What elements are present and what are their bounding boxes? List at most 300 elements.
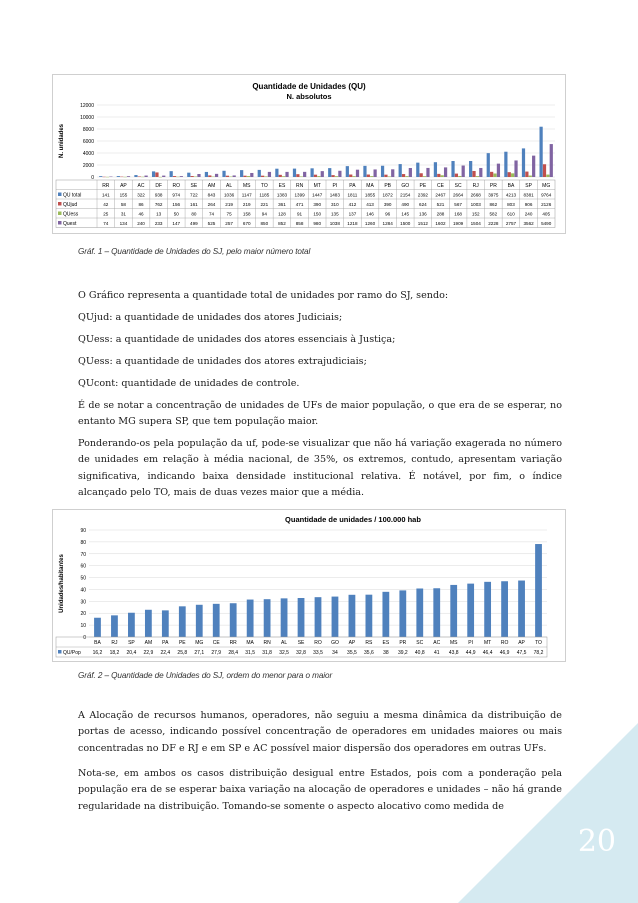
chart1-ylabel: N. unidades [59, 123, 65, 159]
chart1-table-value: 288 [436, 211, 445, 217]
chart1-category-label: MG [542, 183, 551, 189]
chart1-bar-quest [215, 174, 218, 177]
chart1-legend-label: QUjud [63, 202, 78, 208]
chart1-bar-quest [409, 168, 412, 177]
paragraph-6: É de se notar a concentração de unidades de UFs de maior população, o que era de se esperar, no entanto MG supera SP, que tem população maior. [78, 400, 562, 428]
chart2-value-label: 22,9 [143, 650, 154, 656]
chart1-table-value: 582 [489, 211, 498, 217]
chart1-bar-quest [285, 172, 288, 177]
chart1-table-value: 146 [366, 211, 374, 217]
chart1-category-label: AC [137, 183, 145, 189]
chart1-table-value: 3975 [488, 192, 499, 198]
chart2-ytick: 70 [80, 551, 86, 558]
chart1-category-label: RJ [472, 183, 479, 189]
chart1-category-label: ES [278, 183, 286, 189]
chart1-category-label: RN [295, 183, 304, 189]
chart2-bar [332, 597, 339, 637]
chart1-bar-qu-total [134, 175, 137, 177]
chart2-legend-label: QU/Pop [63, 650, 81, 656]
chart1-table-value: 2664 [452, 192, 464, 198]
chart1-ytick: 10000 [80, 115, 94, 121]
chart1-bar-quess [511, 173, 514, 177]
chart1-category-label: PB [384, 183, 391, 189]
chart2-ytick: 80 [80, 539, 86, 546]
chart2-bar [298, 598, 305, 637]
chart1-bar-qu-total [187, 173, 190, 177]
chart1-bar-quess [423, 176, 426, 177]
chart2-bar [467, 584, 474, 637]
chart1-table-value: 4213 [505, 192, 517, 198]
chart1-table-value: 670 [242, 221, 251, 226]
chart1-bar-qu-total [487, 153, 490, 177]
chart2-value-label: 33,5 [313, 650, 323, 656]
paragraph-9: Nota-se, em ambos os casos distribuição desigual entre Estados, pois com a ponderação pela população era de se esperar baixa variação na alocação de operadores e unidades – não há grande regularidade na distribuição. Tomando-se somente o aspecto alocativo como medida de [78, 768, 562, 812]
chart2-category-label: MS [449, 640, 458, 646]
chart1-bar-qu-total [346, 166, 349, 177]
chart1-table-value: 80 [191, 211, 197, 217]
chart2-ytick: 0 [83, 635, 86, 641]
chart2-bar [382, 592, 389, 637]
chart2-bar [230, 603, 237, 637]
chart1-table-value: 137 [348, 211, 357, 217]
chart1-table-value: 31 [120, 211, 126, 217]
chart1-bar-qujud [508, 172, 511, 177]
chart1-table-value: 2668 [470, 192, 481, 198]
chart1-table-value: 42 [103, 202, 109, 207]
chart1-bar-qu-total [434, 162, 437, 177]
chart2-category-label: GO [331, 640, 339, 646]
chart1-ytick: 4000 [82, 151, 94, 157]
chart1-bar-quess [317, 176, 320, 177]
chart1-table-value: 624 [419, 202, 427, 207]
chart1-bar-quess [476, 176, 479, 177]
chart1-bar-qujud [437, 174, 440, 177]
paragraph-8: A Alocação de recursos humanos, operadores, não seguiu a mesma dinâmica da distribuição de portas de acesso, indicando possível concentração de operadores em unidades maiores ou mais concentradas no DF e RJ e em SP e AC possível maior dispersão dos operadores em outras UFs. [78, 710, 562, 754]
chart1-table-value: 156 [172, 202, 181, 207]
chart1-category-label: AL [226, 183, 233, 189]
chart1-category-label: PE [419, 183, 427, 189]
chart1-bar-quest [338, 171, 341, 177]
paragraph-7: Ponderando-os pela população da uf, pode-se visualizar que não há variação exagerada no número de unidades em relação à média nacional, de 35%, os extremos, contudo, apresentam variação significativa, indicando baixa densidade institucional relativa. É notável, por fim, o índice alcançado pelo TO, mais de duas vezes maior que a média. [78, 438, 562, 498]
chart1-table-value: 168 [454, 211, 462, 217]
caption-graf1: Gráf. 1 – Quantidade de Unidades do SJ, pelo maior número total [78, 247, 311, 256]
chart1-table-value: 413 [366, 202, 374, 207]
chart2-ytick: 40 [80, 587, 86, 594]
chart1-category-label: GO [401, 183, 410, 189]
chart1-table-value: 1260 [364, 221, 376, 226]
chart1-bar-qu-total [310, 168, 313, 177]
chart1-bar-qujud [155, 172, 158, 177]
chart2-bar [416, 588, 423, 637]
chart1-table-value: 74 [208, 211, 215, 217]
chart2-category-label: BA [94, 640, 101, 646]
chart2-value-label: 34 [332, 650, 338, 656]
chart2-bar [196, 605, 203, 637]
chart1-bar-qu-total [522, 148, 525, 177]
chart-quantidade-unidades [52, 74, 566, 234]
chart1-table-value: 499 [190, 221, 198, 226]
chart1-table-value: 91 [297, 211, 303, 217]
chart1-legend-label: QU total [63, 192, 82, 199]
chart1-ytick: 2000 [82, 163, 94, 169]
chart1-table-value: 135 [330, 211, 339, 217]
chart1-bar-qujud [243, 176, 246, 177]
chart1-table-value: 25 [103, 211, 109, 217]
chart1-table-value: 219 [242, 202, 251, 207]
chart1-table-value: 155 [119, 192, 128, 198]
chart1-category-label: BA [507, 183, 515, 189]
chart1-bar-quest [127, 176, 130, 177]
chart1-table-value: 13 [156, 211, 162, 217]
chart2-value-label: 38 [383, 650, 389, 656]
chart1-table-value: 938 [154, 192, 163, 198]
chart1-table-value: 145 [401, 211, 410, 217]
chart1-table-value: 762 [154, 202, 163, 207]
chart2-category-label: MT [484, 640, 492, 646]
chart1-table-value: 240 [137, 221, 145, 226]
chart1-table-value: 722 [190, 192, 198, 198]
chart1-table-value: 86 [138, 202, 144, 207]
chart2-bar [264, 599, 271, 637]
chart2-title: Quantidade de unidades / 100.000 hab [285, 515, 421, 524]
chart2-value-label: 25,8 [177, 650, 188, 656]
chart1-table-value: 862 [489, 202, 498, 207]
chart2-value-label: 27,1 [194, 650, 205, 656]
chart2-ytick: 50 [80, 575, 86, 582]
chart1-bar-quess [493, 174, 496, 177]
chart1-bar-quess [300, 176, 303, 177]
chart1-table-value: 128 [278, 211, 286, 217]
chart1-bar-qu-total [328, 168, 331, 177]
chart2-value-label: 28,4 [228, 650, 239, 656]
chart1-bar-quess [441, 175, 444, 177]
chart1-bar-quest [550, 144, 553, 177]
chart2-category-label: AP [518, 640, 525, 646]
chart1-bar-qujud [332, 175, 335, 177]
chart1-bar-qujud [490, 172, 493, 177]
chart1-bar-qujud [402, 174, 405, 177]
chart1-bar-quest [162, 176, 165, 177]
chart2-value-label: 18,2 [109, 650, 120, 656]
chart1-bar-quest [321, 171, 324, 177]
chart1-bar-quest [479, 168, 482, 177]
chart1-bar-quest [497, 164, 500, 177]
chart1-bar-quest [145, 176, 148, 177]
chart1-table-value: 1500 [400, 221, 411, 226]
chart1-table-value: 1036 [223, 192, 235, 198]
chart1-table-value: 850 [260, 221, 269, 226]
chart1-table-value: 1399 [294, 192, 305, 198]
chart1-bar-qu-total [170, 171, 173, 177]
chart2-value-label: 31,8 [262, 650, 272, 656]
chart1-bar-qu-total [258, 170, 261, 177]
paragraph-4: QUess: a quantidade de unidades dos atores extrajudiciais; [78, 356, 367, 367]
chart1-bar-qu-total [399, 164, 402, 177]
chart2-bar [213, 604, 220, 637]
chart2-bar [128, 613, 135, 637]
chart1-bar-quest [197, 174, 200, 177]
chart1-table-value: 219 [225, 202, 233, 207]
chart2-bar [94, 618, 101, 637]
chart1-ytick: 6000 [82, 139, 94, 145]
chart1-table-value: 136 [419, 211, 427, 217]
chart1-bar-quest [303, 172, 306, 177]
chart1-table-value: 1872 [382, 192, 393, 198]
chart1-bar-qujud [296, 174, 299, 177]
paragraph-3: QUess: a quantidade de unidades dos atores essenciais à Justiça; [78, 334, 396, 345]
chart1-category-label: CE [437, 183, 444, 189]
chart2-value-label: 35,6 [364, 650, 374, 656]
paragraph-2: QUjud: a quantidade de unidades dos atores Judiciais; [78, 312, 343, 323]
chart2-bar [145, 610, 152, 637]
chart1-bar-qu-total [539, 127, 542, 177]
chart1-legend-swatch [58, 221, 62, 225]
chart1-table-value: 858 [295, 221, 304, 226]
corner-decoration [458, 723, 638, 903]
chart2-value-label: 41 [433, 650, 440, 656]
chart2-bar [501, 581, 508, 637]
chart1-table-value: 1147 [241, 192, 252, 198]
chart2-bar [247, 600, 254, 637]
chart2-category-label: RN [263, 640, 271, 646]
chart2-category-label: SP [128, 640, 135, 646]
chart1-table-value: 1483 [329, 192, 340, 198]
chart1-table-value: 1218 [347, 221, 358, 226]
chart2-ylabel: Unidades/habitantes [59, 554, 65, 613]
chart2-value-label: 47,5 [516, 650, 527, 656]
chart1-table-value: 405 [542, 211, 551, 217]
chart1-table-value: 147 [172, 221, 181, 226]
chart1-table-value: 221 [260, 202, 269, 207]
chart1-table-value: 1284 [382, 221, 393, 226]
chart2-value-label: 16,2 [92, 650, 103, 656]
chart1-table-value: 46 [138, 211, 144, 217]
paragraph-1: O Gráfico representa a quantidade total de unidades por ramo do SJ, sendo: [78, 290, 449, 301]
chart1-bar-qujud [314, 175, 317, 177]
chart1-bar-qu-total [205, 172, 208, 177]
chart1-table-value: 2757 [505, 221, 517, 226]
chart1-table-value: 1038 [329, 221, 340, 226]
chart1-bar-qujud [173, 176, 176, 177]
chart1-table-value: 2126 [541, 202, 552, 207]
chart1-title: Quantidade de Unidades (QU) [252, 82, 366, 91]
chart1-category-label: MS [242, 183, 251, 189]
chart1-bar-quest [514, 160, 517, 177]
chart1-bar-qu-total [416, 163, 419, 177]
chart1-bar-qu-total [99, 176, 102, 177]
chart1-bar-quess [529, 176, 532, 177]
chart1-bar-qu-total [275, 169, 278, 177]
chart1-table-value: 1909 [452, 221, 464, 226]
chart1-table-value: 1504 [470, 221, 481, 226]
chart1-bar-qujud [208, 175, 211, 177]
chart1-table-value: 257 [225, 221, 233, 226]
chart1-table-value: 74 [103, 221, 109, 226]
chart1-bar-quess [546, 175, 549, 177]
chart1-table-value: 2392 [417, 192, 429, 198]
chart2-ytick: 90 [80, 528, 86, 534]
chart1-table-value: 1447 [312, 192, 323, 198]
caption-graf2: Gráf. 2 – Quantidade de Unidades do SJ, ordem do menor para o maior [78, 671, 333, 680]
chart1-bar-quess [405, 176, 408, 177]
chart2-category-label: SC [416, 640, 424, 646]
chart2-value-label: 31,5 [245, 650, 256, 656]
chart2-category-label: PE [178, 640, 186, 646]
chart1-bar-qujud [543, 164, 546, 177]
chart1-table-value: 141 [101, 192, 110, 198]
chart1-table-value: 1811 [347, 192, 358, 198]
chart2-value-label: 35,5 [347, 650, 357, 656]
chart1-table-value: 1003 [470, 202, 481, 207]
chart2-category-label: AM [144, 640, 153, 646]
chart2-bar [433, 588, 440, 637]
chart2-bar [349, 595, 356, 637]
chart1-category-label: RO [172, 183, 181, 189]
chart1-category-label: AM [207, 183, 216, 189]
chart1-table-value: 471 [295, 202, 304, 207]
chart1-table-value: 1855 [364, 192, 376, 198]
chart1-bar-qujud [279, 175, 282, 177]
chart2-category-label: PI [468, 640, 474, 646]
chart2-bar [484, 582, 491, 637]
chart1-table-value: 525 [207, 221, 216, 226]
chart2-category-label: PA [162, 640, 169, 646]
paragraph-5: QUcont: quantidade de unidades de controle. [78, 378, 300, 389]
chart1-table-value: 1185 [259, 192, 270, 198]
chart1-bar-qu-total [381, 166, 384, 177]
chart2-value-label: 44,9 [465, 650, 476, 656]
chart1-bar-qujud [138, 176, 141, 177]
chart2-ytick: 60 [80, 563, 86, 570]
chart1-table-value: 412 [348, 202, 357, 207]
chart1-category-label: AP [120, 183, 127, 189]
chart2-category-label: TO [535, 640, 542, 646]
chart2-bar [535, 544, 542, 637]
chart2-value-label: 46,9 [499, 650, 510, 656]
chart1-table-value: 521 [436, 202, 445, 207]
chart1-bar-quest [356, 170, 359, 177]
chart2-bar [162, 610, 169, 637]
chart2-category-label: RR [229, 640, 237, 646]
chart1-bar-qujud [420, 173, 423, 177]
chart2-value-label: 27,9 [211, 650, 222, 656]
chart1-bar-quest [426, 168, 429, 177]
chart1-bar-quest [268, 172, 271, 177]
chart1-table-value: 490 [401, 202, 410, 207]
chart1-subtitle: N. absolutos [286, 92, 332, 101]
chart1-bar-quess [458, 176, 461, 177]
chart1-bar-quess [388, 176, 391, 177]
chart1-table-value: 1383 [276, 192, 288, 198]
chart1-bar-quest [532, 156, 535, 177]
chart-unidades-por-100mil [52, 509, 566, 662]
chart1-bar-qu-total [240, 170, 243, 177]
chart1-table-value: 161 [190, 202, 198, 207]
chart1-table-value: 150 [313, 211, 322, 217]
chart1-category-label: MA [366, 183, 374, 189]
chart1-category-label: TO [260, 183, 268, 189]
chart2-legend-swatch [58, 650, 62, 654]
chart1-bar-quess [264, 176, 267, 177]
chart2-bar [315, 597, 322, 637]
chart1-bar-quess [335, 176, 338, 177]
chart1-category-label: SP [525, 183, 532, 189]
chart1-bar-qu-total [117, 176, 120, 177]
chart2-category-label: MG [195, 640, 204, 646]
chart1-table-value: 75 [226, 211, 232, 217]
chart2-category-label: SE [297, 640, 305, 646]
chart2-value-label: 43,8 [448, 650, 459, 656]
chart1-bar-qu-total [363, 166, 366, 177]
chart2-value-label: 78,2 [533, 650, 544, 656]
chart1-table-value: 152 [471, 211, 480, 217]
chart2-category-label: ES [382, 640, 390, 646]
chart1-category-label: PR [489, 183, 497, 189]
chart1-bar-qujud [261, 176, 264, 177]
chart1-table-value: 1602 [435, 221, 446, 226]
chart1-legend-label: QUess [63, 211, 79, 218]
chart1-bar-qujud [525, 172, 528, 177]
chart1-category-label: MT [313, 183, 321, 189]
chart1-bar-quess [282, 176, 285, 177]
chart1-bar-qujud [191, 176, 194, 177]
chart1-table-value: 974 [172, 192, 181, 198]
chart1-bar-qujud [455, 174, 458, 177]
chart1-bar-quess [370, 176, 373, 177]
chart2-category-label: PR [399, 640, 407, 646]
chart2-bar [365, 595, 372, 637]
chart1-legend-swatch [58, 193, 62, 197]
chart1-table-value: 322 [137, 192, 145, 198]
chart1-table-value: 567 [454, 202, 462, 207]
chart1-table-value: 1512 [417, 221, 429, 226]
chart1-bar-qu-total [152, 171, 155, 177]
chart2-svg [53, 510, 565, 661]
chart1-table-value: 8381 [523, 192, 534, 198]
chart1-table-value: 96 [385, 211, 391, 217]
chart1-table-value: 390 [313, 202, 322, 207]
chart1-table-value: 390 [383, 202, 392, 207]
chart1-table-value: 852 [278, 221, 286, 226]
chart1-bar-quest [250, 173, 253, 177]
chart1-bar-quest [180, 176, 183, 177]
chart2-value-label: 32,5 [279, 650, 289, 656]
chart1-table-value: 803 [507, 202, 515, 207]
chart1-bar-qu-total [504, 152, 507, 177]
chart1-category-label: SE [190, 183, 198, 189]
chart1-table-value: 361 [278, 202, 286, 207]
chart2-value-label: 46,4 [482, 650, 493, 656]
chart1-svg [53, 75, 565, 233]
chart1-bar-quess [353, 176, 356, 177]
chart1-table-value: 610 [507, 211, 515, 217]
chart1-ytick: 8000 [82, 127, 94, 133]
chart1-ytick: 0 [91, 175, 94, 181]
chart2-category-label: AP [348, 640, 356, 646]
chart2-bar [281, 598, 288, 637]
chart1-table-value: 2467 [435, 192, 446, 198]
chart1-bar-quest [391, 169, 394, 177]
chart1-bar-qu-total [222, 171, 225, 177]
chart1-table-value: 58 [120, 202, 126, 207]
chart1-bar-qujud [472, 171, 475, 177]
chart1-table-value: 9764 [541, 192, 552, 198]
chart2-value-label: 39,2 [397, 650, 408, 656]
chart1-bar-qu-total [293, 169, 296, 177]
chart1-bar-quest [462, 166, 465, 177]
chart1-category-label: RR [102, 183, 110, 189]
chart1-bar-quest [444, 167, 447, 177]
